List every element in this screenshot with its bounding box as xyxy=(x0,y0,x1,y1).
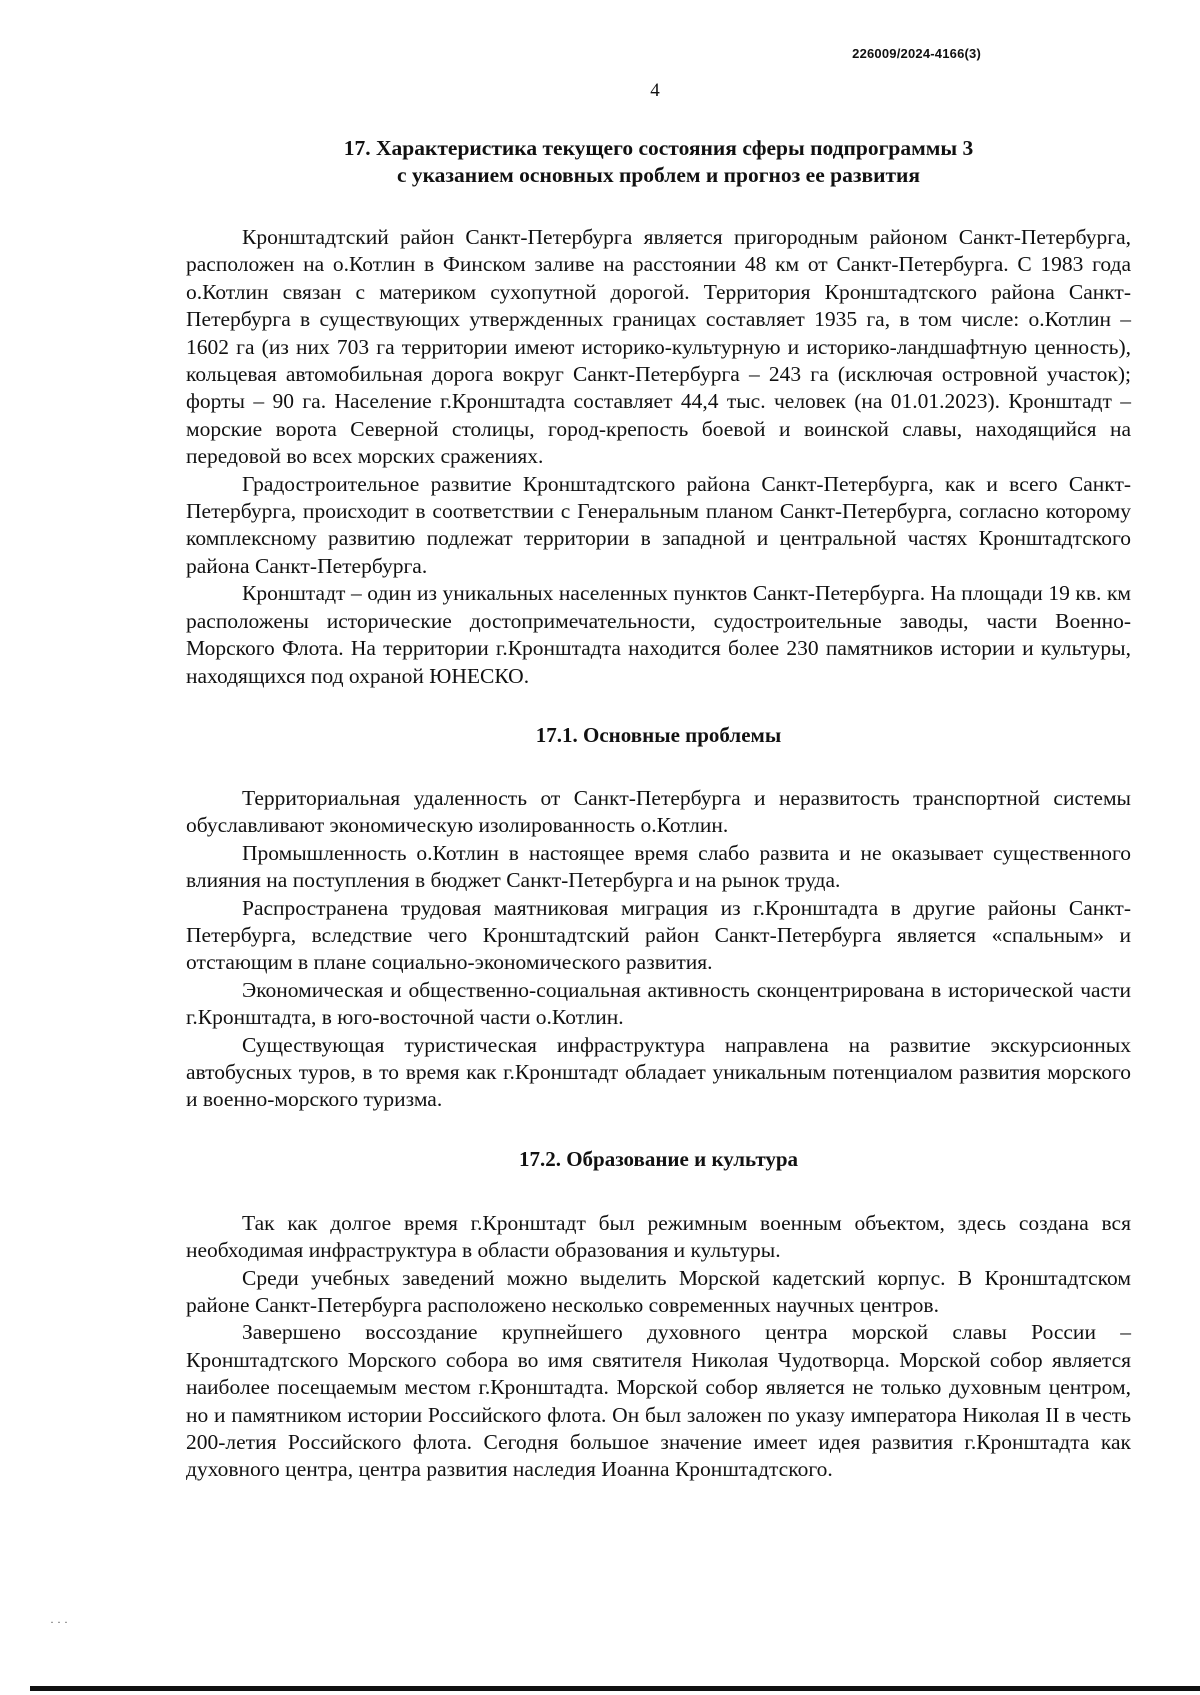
subsection-problems xyxy=(186,785,1131,1114)
scan-bottom-edge xyxy=(30,1686,1200,1691)
paragraph: Экономическая и общественно-социальная активность сконцентрирована в исторической части г.Кронштадта, в юго-восточной части о.Котлин. xyxy=(186,977,1131,1030)
paragraph: Среди учебных заведений можно выделить Морской кадетский корпус. В Кронштадтском районе Санкт-Петербурга расположено несколько современных научных центров. xyxy=(186,1265,1131,1317)
paragraph: Так как долгое время г.Кронштадт был режимным военным объектом, здесь создана вся необходимая инфраструктура в области образования и культуры. xyxy=(186,1210,1131,1263)
paragraph: Распространена трудовая маятниковая миграция из г.Кронштадта в другие районы Санкт-Петербурга, вследствие чего Кронштадтский район Санкт-Петербурга является «спальным» и отстающим в плане социально-экономического развития. xyxy=(186,895,1131,975)
paragraph: Кронштадт – один из уникальных населенных пунктов Санкт-Петербурга. На площади 19 кв. км расположены исторические достопримечательности, судостроительные заводы, части Военно-Морского Флота. На территории г.Кронштадта находится более 230 памятников истории и культуры, находящихся под охраной ЮНЕСКО. xyxy=(186,581,1131,688)
section-title-line-1: 17. Характеристика текущего состояния сферы подпрограммы 3 xyxy=(343,136,974,160)
paragraph: Территориальная удаленность от Санкт-Петербурга и неразвитость транспортной системы обуславливают экономическую изолированность о.Котлин. xyxy=(186,785,1131,838)
page-number: 4 xyxy=(650,80,660,101)
paragraph: Градостроительное развитие Кронштадтского района Санкт-Петербурга, как и всего Санкт-Петербурга, происходит в соответствии с Генеральным планом Санкт-Петербурга, согласно которому комплексному развитию подлежат территории в западной и центральной частях Кронштадтского района Санкт-Петербурга. xyxy=(186,471,1131,578)
document-registration-number: 226009/2024-4166(3) xyxy=(852,46,981,61)
scan-speckle: · · · xyxy=(50,1615,68,1629)
paragraph: Завершено воссоздание крупнейшего духовного центра морской славы России – Кронштадтского Морского собора во имя святителя Николая Чудотворца. Морской собор является наиболее посещаемым местом г.Кронштадта. Морской собор является не только духовным центром, но и памятником истории Российского флота. Он был заложен по указу императора Николая II в честь 200-летия Российского флота. Сегодня большое значение имеет идея развития г.Кронштадта как духовного центра, центра развития наследия Иоанна Кронштадтского. xyxy=(186,1320,1131,1482)
section-title-line-2: с указанием основных проблем и прогноз ее развития xyxy=(396,163,921,187)
paragraph: Существующая туристическая инфраструктура направлена на развитие экскурсионных автобусных туров, в то время как г.Кронштадт обладает уникальным потенциалом развития морского и военно-морского туризма. xyxy=(186,1032,1131,1112)
paragraph: Промышленность о.Котлин в настоящее время слабо развита и не оказывает существенного влияния на поступления в бюджет Санкт-Петербурга и на рынок труда. xyxy=(186,840,1131,893)
document-body xyxy=(186,135,1131,1484)
section-title xyxy=(186,135,1131,189)
subsection-title-education: 17.2. Образование и культура xyxy=(518,1146,799,1171)
subsection-education xyxy=(186,1210,1131,1484)
section-intro xyxy=(186,224,1131,690)
subsection-title-problems: 17.1. Основные проблемы xyxy=(535,722,782,747)
paragraph: Кронштадтский район Санкт-Петербурга является пригородным районом Санкт-Петербурга, расположен на о.Котлин в Финском заливе на расстоянии 48 км от Санкт-Петербурга. С 1983 года о.Котлин связан с материком сухопутной дорогой. Территория Кронштадтского района Санкт-Петербурга в существующих утвержденных границах составляет 1935 га, в том числе: о.Котлин – 1602 га (из них 703 га территории имеют историко-культурную и историко-ландшафтную ценность), кольцевая автомобильная дорога вокруг Санкт-Петербурга – 243 га (исключая островной участок); форты – 90 га. Население г.Кронштадта составляет 44,4 тыс. человек (на 01.01.2023). Кронштадт – морские ворота Северной столицы, город-крепость боевой и воинской славы, находящийся на передовой во всех морских сражениях. xyxy=(186,225,1131,469)
